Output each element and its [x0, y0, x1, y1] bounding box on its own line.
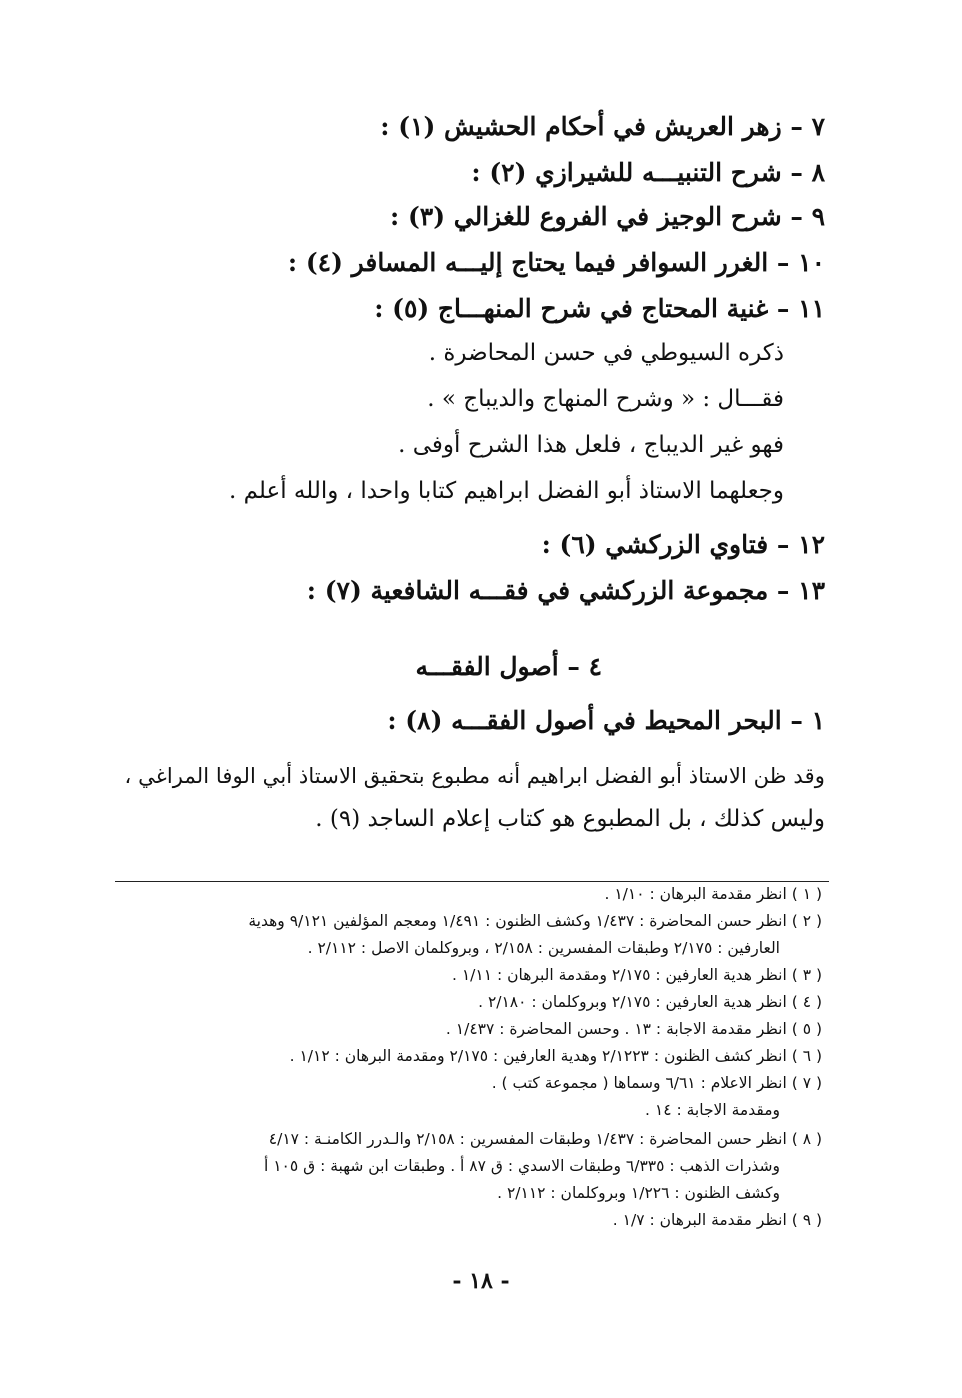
footnote-line: ومقدمة الاجابة : ١٤ .	[645, 1101, 780, 1119]
list-item: ١٢ – فتاوي الزركشي (٦) :	[541, 530, 825, 559]
footnote-line: العارفين : ٢/١٧٥ وطبقات المفسرين : ٢/١٥٨ ، وبروكلمان الاصل : ٢/١١٢ .	[307, 939, 780, 957]
paragraph-line: فقـــال : « وشرح المنهاج والديباج » .	[427, 386, 784, 412]
paragraph-line: وجعلهما الاستاذ أبو الفضل ابراهيم كتابا واحدا ، والله أعلم .	[228, 478, 784, 504]
footnote-line: وكشف الظنون : ١/٢٢٦ وبروكلمان : ٢/١١٢ .	[497, 1184, 780, 1202]
footnote-line: ( ١ ) انظر مقدمة البرهان : ١/١٠ .	[604, 885, 822, 903]
footnote-line: ( ٨ ) انظر حسن المحاضرة : ١/٤٣٧ وطبقات المفسرين : ٢/١٥٨ والـدرر الكامنـة : ٤/١٧	[268, 1130, 822, 1148]
paragraph-line: ذكره السيوطي في حسن المحاضرة .	[428, 340, 784, 366]
list-item: ١١ – غنية المحتاج في شرح المنهـــاج (٥) :	[374, 294, 825, 323]
footnote-line: ( ٤ ) انظر هدية العارفين : ٢/١٧٥ وبروكلمان : ٢/١٨٠ .	[478, 993, 822, 1011]
paragraph-line: فهو غير الديباج ، فلعل هذا الشرح أوفى .	[398, 432, 784, 458]
footnote-line: ( ٢ ) انظر حسن المحاضرة : ١/٤٣٧ وكشف الظنون : ١/٤٩١ ومعجم المؤلفين ٩/١٢١ وهدية	[248, 912, 822, 930]
list-item: ٨ – شرح التنبيـــه للشيرازي (٢) :	[471, 158, 825, 187]
paragraph-line: وقد ظن الاستاذ أبو الفضل ابراهيم أنه مطبوع بتحقيق الاستاذ أبي الوفا المراغي ،	[124, 764, 825, 789]
list-item: ١ – البحر المحيط في أصول الفقـــه (٨) :	[387, 706, 825, 735]
section-heading: ٤ – أصول الفقـــه	[415, 652, 602, 681]
page-number: - ١٨ -	[452, 1268, 510, 1294]
list-item: ٩ – شرح الوجيز في الفروع للغزالي (٣) :	[390, 202, 825, 231]
footnote-line: ( ٣ ) انظر هدية العارفين : ٢/١٧٥ ومقدمة البرهان : ١/١١ .	[451, 966, 822, 984]
footnote-line: ( ٦ ) انظر كشف الظنون : ٢/١٢٢٣ وهدية العارفين : ٢/١٧٥ ومقدمة البرهان : ١/١٢ .	[289, 1047, 822, 1065]
list-item: ١٣ – مجموعة الزركشي في فقـــه الشافعية (٧) :	[306, 576, 825, 605]
footnote-line: وشذرات الذهب : ٦/٣٣٥ وطبقات الاسدي : ق ٨٧ أ . وطبقات ابن شهبة : ق ١٠٥ أ	[263, 1157, 780, 1175]
footnote-line: ( ٥ ) انظر مقدمة الاجابة : ١٣ . وحسن المحاضرة : ١/٤٣٧ .	[445, 1020, 822, 1038]
list-item: ٧ – زهر العريش في أحكام الحشيش (١) :	[380, 112, 825, 141]
paragraph-line: وليس كذلك ، بل المطبوع هو كتاب إعلام الساجد (٩) .	[315, 806, 825, 832]
list-item: ١٠ – الغرر السوافر فيما يحتاج إليـــه المسافر (٤) :	[287, 248, 825, 277]
footnote-line: ( ٧ ) انظر الاعلام : ٦/٦١ وسماها ( مجموعة كتب ) .	[491, 1074, 822, 1092]
footnote-line: ( ٩ ) انظر مقدمة البرهان : ١/٧ .	[612, 1211, 822, 1229]
footnote-separator	[115, 881, 829, 882]
